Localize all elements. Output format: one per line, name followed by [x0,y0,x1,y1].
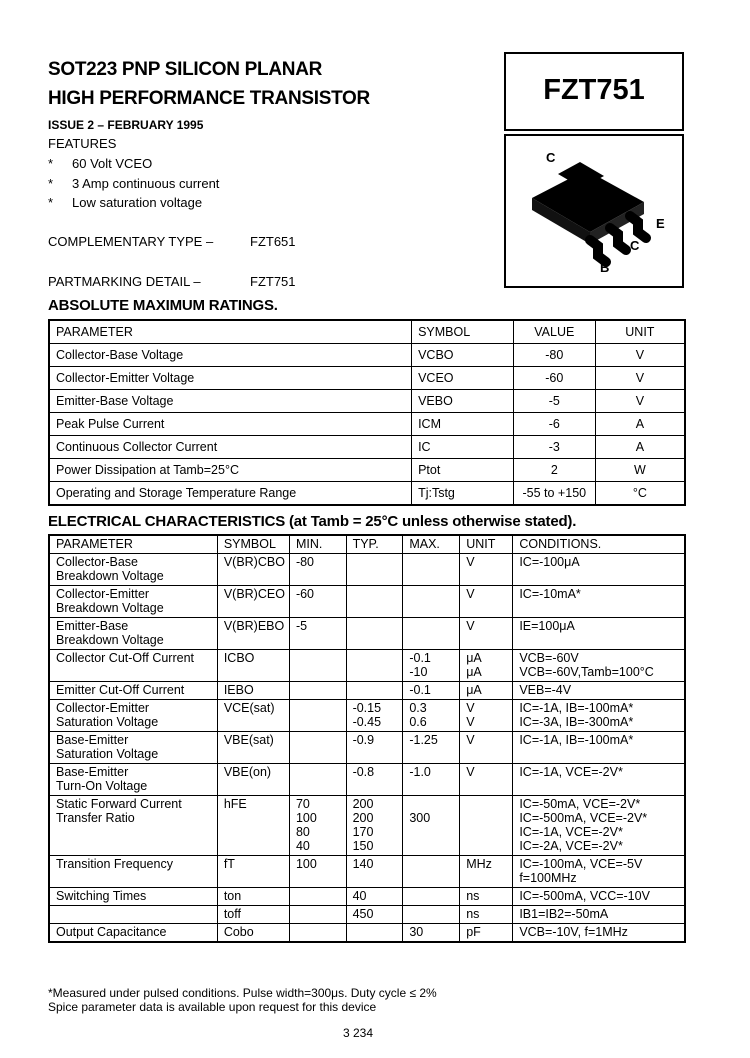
parameter-cell [49,618,217,650]
typ-cell [346,682,403,700]
electrical-characteristics-heading: ELECTRICAL CHARACTERISTICS (at Tamb = 25°C unless otherwise stated). [48,513,577,530]
symbol-cell: IEBO [217,682,289,700]
cell-line: -10 [409,665,428,679]
conditions-cell [513,650,685,682]
electrical-characteristics-table [48,534,686,943]
conditions-cell [513,732,685,764]
unit-cell: W [595,459,685,482]
cell-line: Collector-Base [56,555,138,569]
cell-line: -0.9 [352,733,375,747]
table-row [49,888,685,906]
title-line-2: HIGH PERFORMANCE TRANSISTOR [48,88,370,109]
table-row [49,650,685,682]
absolute-maximum-heading: ABSOLUTE MAXIMUM RATINGS. [48,297,278,314]
symbol-cell: hFE [217,796,289,856]
column-header: CONDITIONS. [513,535,685,554]
cell-line: -0.45 [352,715,382,729]
table-row [49,554,685,586]
cell-line: 100 [295,857,317,871]
cell-line: VCB=-60V [519,651,579,665]
parameter-cell [49,764,217,796]
conditions-cell [513,618,685,650]
min-cell [289,554,346,586]
table-row [49,459,685,482]
value-cell: -6 [513,413,595,436]
cell-line: 100 [295,811,317,825]
feature-item [48,195,203,210]
parameter-cell [49,906,217,924]
unit-cell: V [595,390,685,413]
cell-line: Turn-On Voltage [56,779,148,793]
cell-line: 170 [352,825,374,839]
complementary-type-value: FZT651 [250,234,296,249]
symbol-cell: Cobo [217,924,289,943]
symbol-cell: VCE(sat) [217,700,289,732]
cell-line: Base-Emitter [56,733,129,747]
cell-line: IC=-100μA [519,555,580,569]
typ-cell [346,618,403,650]
partmarking-value: FZT751 [250,274,296,289]
cell-line: 450 [352,907,374,921]
cell-line: 140 [352,857,374,871]
column-header: SYMBOL [412,320,514,344]
cell-line: 200 [352,797,374,811]
feature-text: Low saturation voltage [72,195,203,210]
cell-line: 30 [409,925,424,939]
cell-line: Saturation Voltage [56,715,159,729]
symbol-cell: VBE(sat) [217,732,289,764]
symbol-cell: Ptot [412,459,514,482]
cell-line: Breakdown Voltage [56,569,164,583]
table-row [49,906,685,924]
cell-line: V [466,587,475,601]
symbol-cell: ICM [412,413,514,436]
column-header: MAX. [403,535,460,554]
cell-line: 40 [352,889,367,903]
min-cell [289,796,346,856]
pin-label-c-top: C [546,150,556,165]
conditions-cell [513,700,685,732]
cell-line: 0.3 [409,701,427,715]
typ-cell [346,906,403,924]
pin-label-e: E [656,216,665,231]
cell-line: IC=-1A, VCE=-2V* [519,765,623,779]
value-cell: -5 [513,390,595,413]
cell-line: VCB=-60V,Tamb=100°C [519,665,654,679]
min-cell [289,682,346,700]
table-row [49,618,685,650]
cell-line: V [466,619,475,633]
unit-cell [460,554,513,586]
cell-line: IC=-500mA, VCC=-10V [519,889,650,903]
cell-line: MHz [466,857,492,871]
complementary-type-label: COMPLEMENTARY TYPE – [48,234,214,249]
typ-cell [346,554,403,586]
parameter-cell: Operating and Storage Temperature Range [49,482,412,506]
cell-line: f=100MHz [519,871,577,885]
table-row [49,732,685,764]
table-row [49,390,685,413]
feature-bullet: * [48,195,54,210]
table-row [49,700,685,732]
cell-line: Breakdown Voltage [56,633,164,647]
cell-line: Static Forward Current [56,797,182,811]
cell-line: Collector Cut-Off Current [56,651,195,665]
unit-cell: A [595,413,685,436]
min-cell [289,856,346,888]
column-header: PARAMETER [49,320,412,344]
table-row [49,436,685,459]
typ-cell [346,732,403,764]
parameter-cell [49,856,217,888]
cell-line: 80 [295,825,310,839]
typ-cell [346,796,403,856]
cell-line: IC=-100mA, VCE=-5V [519,857,643,871]
cell-line: Base-Emitter [56,765,129,779]
cell-line: -80 [295,555,315,569]
feature-text: 60 Volt VCEO [72,156,153,171]
cell-line: VCB=-10V, f=1MHz [519,925,628,939]
issue-date: ISSUE 2 – FEBRUARY 1995 [48,118,204,132]
features-heading: FEATURES [48,136,117,151]
symbol-cell: Tj:Tstg [412,482,514,506]
sot223-package-drawing [506,136,682,286]
column-header: VALUE [513,320,595,344]
table-row [49,586,685,618]
table-row [49,856,685,888]
pin-label-c: C [630,238,640,253]
cell-line: IC=-3A, IB=-300mA* [519,715,634,729]
unit-cell [460,618,513,650]
footnote-pulsed: *Measured under pulsed conditions. Pulse width=300μs. Duty cycle ≤ 2% [48,986,437,1000]
table-header-row [49,535,685,554]
parameter-cell: Peak Pulse Current [49,413,412,436]
max-cell [403,732,460,764]
unit-cell [460,650,513,682]
cell-line: -5 [295,619,308,633]
min-cell [289,586,346,618]
cell-line: ns [466,889,480,903]
cell-line: -0.1 [409,651,431,665]
value-cell: -80 [513,344,595,367]
cell-line: V [466,555,475,569]
cell-line: Transfer Ratio [56,811,135,825]
unit-cell [460,906,513,924]
value-cell: -60 [513,367,595,390]
min-cell [289,924,346,943]
unit-cell [460,856,513,888]
unit-cell: °C [595,482,685,506]
table-row [49,367,685,390]
symbol-cell: VCBO [412,344,514,367]
cell-line: -0.8 [352,765,375,779]
symbol-cell: VEBO [412,390,514,413]
cell-line: -0.15 [352,701,382,715]
unit-cell: V [595,344,685,367]
max-cell [403,700,460,732]
parameter-cell [49,650,217,682]
value-cell: 2 [513,459,595,482]
cell-line: 40 [295,839,310,853]
parameter-cell: Collector-Emitter Voltage [49,367,412,390]
cell-line [409,797,455,811]
unit-cell [460,700,513,732]
unit-cell [460,732,513,764]
cell-line: IC=-1A, IB=-100mA* [519,701,634,715]
unit-cell [460,924,513,943]
max-cell [403,856,460,888]
column-header: MIN. [289,535,346,554]
symbol-cell: VCEO [412,367,514,390]
table-row [49,482,685,506]
parameter-cell [49,554,217,586]
value-cell: -3 [513,436,595,459]
unit-cell [460,682,513,700]
max-cell [403,682,460,700]
table-row [49,344,685,367]
cell-line: 70 [295,797,310,811]
pin-label-b: B [600,260,610,275]
column-header: SYMBOL [217,535,289,554]
feature-bullet: * [48,156,54,171]
conditions-cell [513,682,685,700]
typ-cell [346,856,403,888]
symbol-cell: V(BR)CEO [217,586,289,618]
cell-line: IC=-2A, VCE=-2V* [519,839,623,853]
cell-line: -0.1 [409,683,431,697]
cell-line: 0.6 [409,715,427,729]
parameter-cell: Collector-Base Voltage [49,344,412,367]
min-cell [289,618,346,650]
typ-cell [346,924,403,943]
cell-line: ns [466,907,480,921]
parameter-cell [49,700,217,732]
max-cell [403,888,460,906]
symbol-cell: IC [412,436,514,459]
conditions-cell [513,888,685,906]
parameter-cell [49,732,217,764]
parameter-cell [49,796,217,856]
conditions-cell [513,764,685,796]
cell-line: VEB=-4V [519,683,572,697]
typ-cell [346,650,403,682]
min-cell [289,764,346,796]
conditions-cell [513,586,685,618]
unit-cell [460,796,513,856]
unit-cell [460,764,513,796]
package-diagram [504,134,684,288]
max-cell [403,906,460,924]
cell-line: Transition Frequency [56,857,173,871]
cell-line: Saturation Voltage [56,747,159,761]
title-line-1: SOT223 PNP SILICON PLANAR [48,59,323,80]
typ-cell [346,888,403,906]
cell-line: V [466,715,475,729]
cell-line: 150 [352,839,374,853]
min-cell [289,700,346,732]
parameter-cell: Emitter-Base Voltage [49,390,412,413]
table-row [49,924,685,943]
cell-line: μA [466,665,482,679]
feature-bullet: * [48,176,54,191]
typ-cell [346,764,403,796]
unit-cell: V [595,367,685,390]
symbol-cell: fT [217,856,289,888]
cell-line: Output Capacitance [56,925,167,939]
cell-line: V [466,701,475,715]
cell-line: Collector-Emitter [56,701,150,715]
cell-line: 200 [352,811,374,825]
min-cell [289,732,346,764]
parameter-cell [49,924,217,943]
cell-line: IE=100μA [519,619,575,633]
footnote-spice: Spice parameter data is available upon request for this device [48,1000,377,1014]
cell-line: Collector-Emitter [56,587,150,601]
partmarking-label: PARTMARKING DETAIL – [48,274,201,289]
cell-line: Switching Times [56,889,147,903]
part-number: FZT751 [543,74,645,106]
cell-line: pF [466,925,481,939]
min-cell [289,888,346,906]
max-cell [403,586,460,618]
conditions-cell [513,924,685,943]
unit-cell: A [595,436,685,459]
typ-cell [346,586,403,618]
typ-cell [346,700,403,732]
part-number-box [504,52,684,131]
min-cell [289,650,346,682]
page-number: 3 234 [343,1026,374,1040]
feature-item [48,176,220,191]
cell-line: V [466,733,475,747]
max-cell [403,796,460,856]
max-cell [403,554,460,586]
symbol-cell: ton [217,888,289,906]
cell-line: IC=-10mA* [519,587,581,601]
cell-line: μA [466,651,482,665]
column-header: UNIT [460,535,513,554]
symbol-cell: toff [217,906,289,924]
conditions-cell [513,906,685,924]
cell-line: Emitter-Base [56,619,129,633]
column-header: UNIT [595,320,685,344]
table-row [49,764,685,796]
cell-line: IC=-1A, IB=-100mA* [519,733,634,747]
column-header: TYP. [346,535,403,554]
min-cell [289,906,346,924]
column-header: PARAMETER [49,535,217,554]
feature-item [48,156,153,171]
cell-line: IC=-50mA, VCE=-2V* [519,797,641,811]
symbol-cell: V(BR)EBO [217,618,289,650]
table-row [49,413,685,436]
parameter-cell [49,888,217,906]
parameter-cell [49,586,217,618]
parameter-cell: Power Dissipation at Tamb=25°C [49,459,412,482]
conditions-cell [513,796,685,856]
symbol-cell: V(BR)CBO [217,554,289,586]
max-cell [403,924,460,943]
parameter-cell [49,682,217,700]
cell-line: Breakdown Voltage [56,601,164,615]
cell-line: -60 [295,587,315,601]
unit-cell [460,888,513,906]
unit-cell [460,586,513,618]
max-cell [403,618,460,650]
absolute-maximum-table [48,319,686,506]
parameter-cell: Continuous Collector Current [49,436,412,459]
table-row [49,796,685,856]
conditions-cell [513,554,685,586]
cell-line: IB1=IB2=-50mA [519,907,609,921]
cell-line: IC=-1A, VCE=-2V* [519,825,623,839]
table-header-row [49,320,685,344]
feature-text: 3 Amp continuous current [72,176,220,191]
table-row [49,682,685,700]
cell-line: μA [466,683,482,697]
symbol-cell: VBE(on) [217,764,289,796]
cell-line: IC=-500mA, VCE=-2V* [519,811,648,825]
value-cell: -55 to +150 [513,482,595,506]
max-cell [403,764,460,796]
cell-line: 300 [409,811,431,825]
cell-line: Emitter Cut-Off Current [56,683,185,697]
conditions-cell [513,856,685,888]
symbol-cell: ICBO [217,650,289,682]
max-cell [403,650,460,682]
cell-line: V [466,765,475,779]
cell-line: -1.0 [409,765,431,779]
cell-line: -1.25 [409,733,438,747]
